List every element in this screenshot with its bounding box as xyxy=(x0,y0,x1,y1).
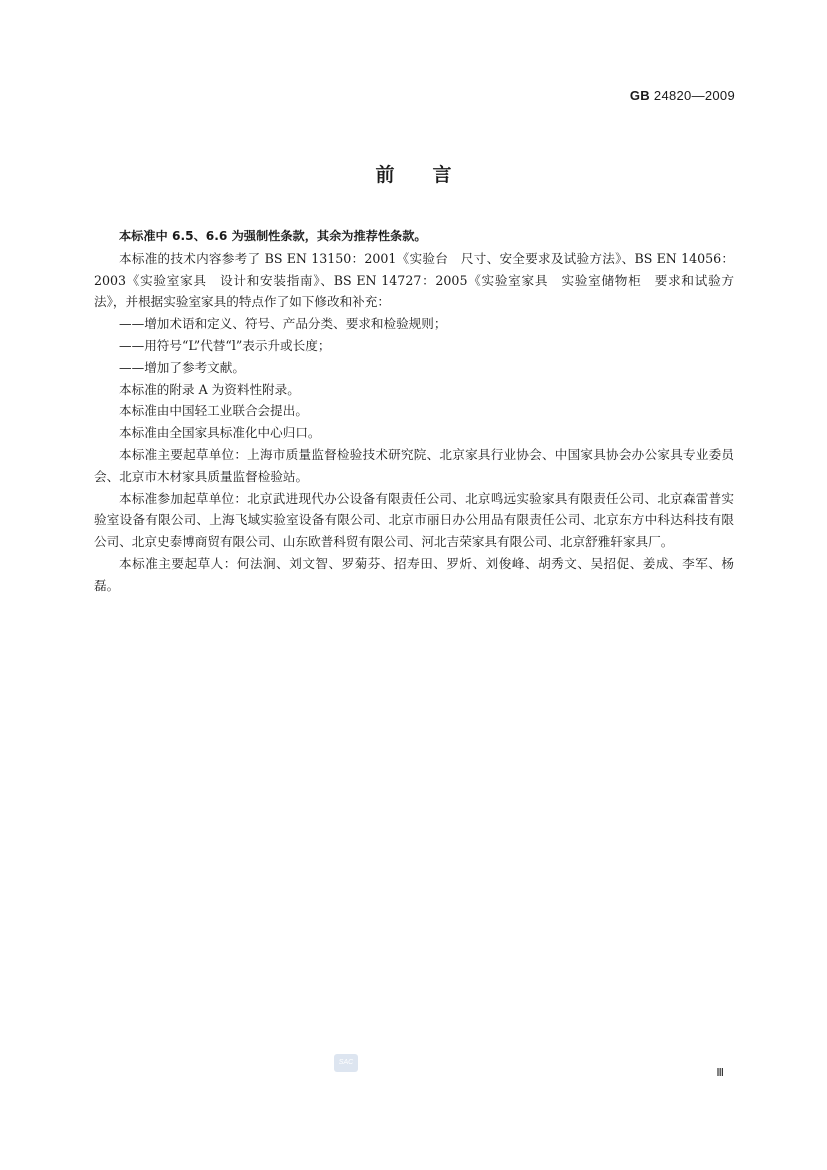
sac-watermark-logo: SAC xyxy=(334,1054,358,1072)
mandatory-clause-statement: 本标准中 6.5、6.6 为强制性条款，其余为推荐性条款。 xyxy=(119,229,427,243)
modification-item: ——用符号“L”代替“l”表示升或长度； xyxy=(119,337,331,353)
standard-code xyxy=(630,88,735,103)
proposer-statement: 本标准由中国轻工业联合会提出。 xyxy=(119,403,308,419)
participating-drafting-units: 本标准参加起草单位：北京武进现代办公设备有限责任公司、北京鸣远实验家具有限责任公司、北京森雷普实验室设备有限公司、上海飞域实验室设备有限公司、北京市丽日办公用品有限责任公司、北京东方中科达科技有限公司、北京史泰博商贸有限公司、山东欧普科贸有限公司、河北吉荣家具有限公司、北京舒雅轩家具厂。 xyxy=(94,490,734,550)
main-drafting-units: 本标准主要起草单位：上海市质量监督检验技术研究院、北京家具行业协会、中国家具协会办公家具专业委员会、北京市木材家具质量监督检验站。 xyxy=(94,446,734,484)
standard-code-prefix: GB xyxy=(629,88,650,103)
modification-item: ——增加了参考文献。 xyxy=(119,359,245,375)
foreword-body xyxy=(94,226,734,597)
annex-statement: 本标准的附录 A 为资料性附录。 xyxy=(119,381,300,397)
page-number: Ⅲ xyxy=(716,1067,724,1079)
main-drafters: 本标准主要起草人：何法涧、刘文智、罗菊芬、招寿田、罗炘、刘俊峰、胡秀文、吴招促、姜成、李军、杨磊。 xyxy=(94,555,734,593)
modification-item: ——增加术语和定义、符号、产品分类、要求和检验规则； xyxy=(119,316,447,332)
administration-statement: 本标准由全国家具标准化中心归口。 xyxy=(119,425,321,441)
page-title: 前 言 xyxy=(375,164,452,186)
reference-paragraph: 本标准的技术内容参考了 BS EN 13150：2001《实验台 尺寸、安全要求及试验方法》、BS EN 14056：2003《实验室家具 设计和安装指南》、BS EN 14727：2005《实验室家具 实验室储物柜 要求和试验方法》，并根据实验室家具的特点作了如下修改和补充： xyxy=(94,250,734,310)
standard-code-number: 24820—2009 xyxy=(653,88,735,103)
